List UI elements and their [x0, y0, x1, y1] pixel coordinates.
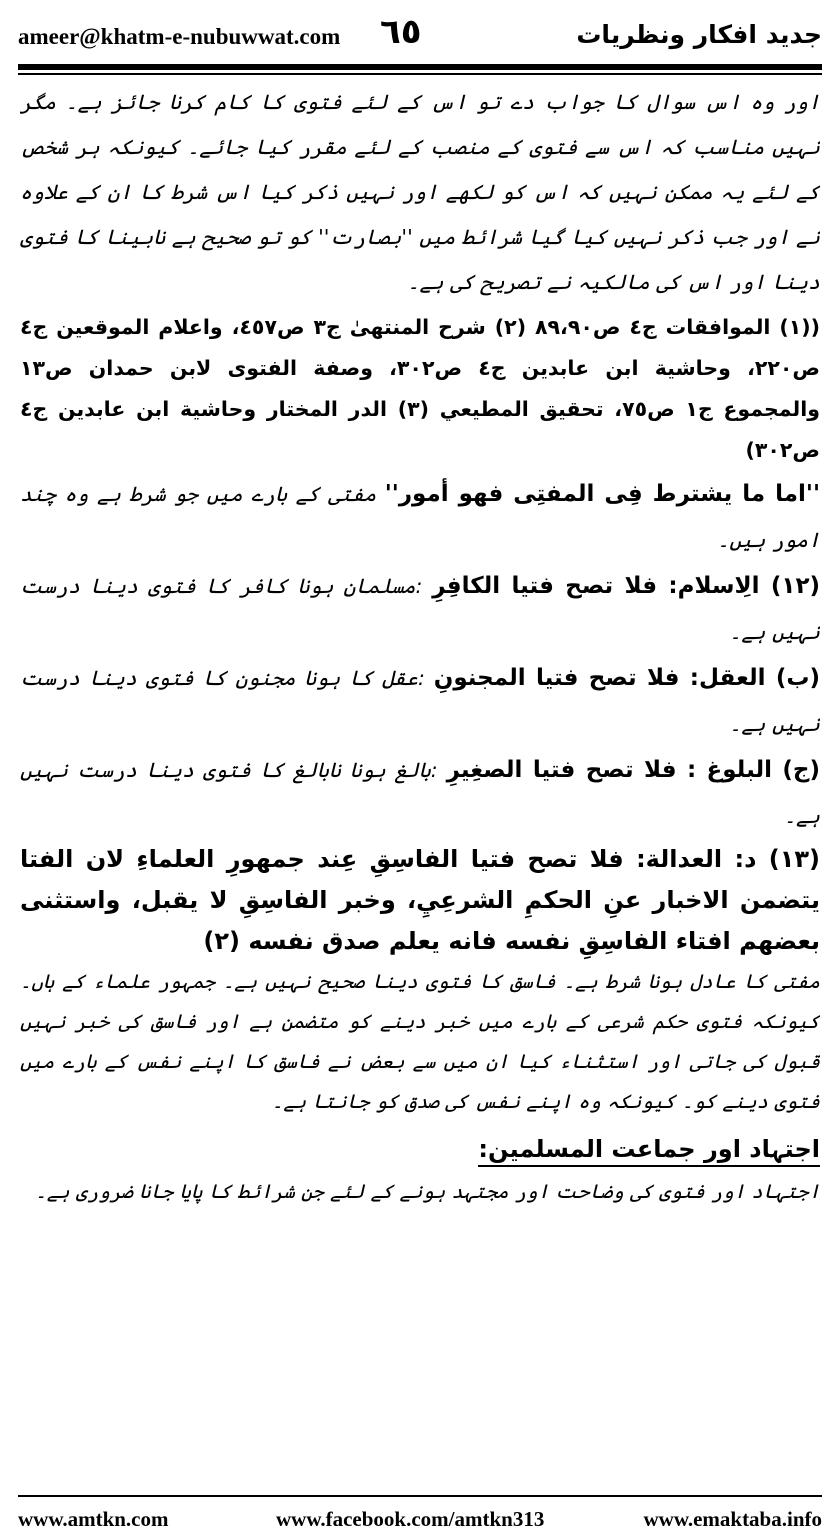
page-footer [18, 1505, 822, 1535]
quote-arabic: ''اما ما يشترط فِی المفتِی فهو أمور'' [384, 481, 820, 507]
section-heading [20, 1126, 820, 1172]
condition-aql-arabic: (ب) العقل: فلا تصح فتيا المجنونِ [433, 665, 820, 691]
header-rule-thin [18, 73, 822, 75]
header-email: ameer@khatm-e-nubuwwat.com [18, 24, 341, 49]
references-block: ((۱) الموافقات ج٤ ص٨٩،٩٠ (٢) شرح المنتهیٰ ج٣ ص٤٥٧، واعلام الموقعين ج٤ ص٢٢٠، وحاشية ابن عابدين ج٤ ص٣٠٢، وصفة الفتوى لابن حمدان ص١٣ والمجموع ج١ ص٧٥، تحقيق المطيعي (٣) الدر المختار وحاشية ابن عابدين ج٤ ص٣٠٢) [20, 315, 820, 462]
paragraph-basarat: اور وہ اس سوال کا جواب دے تو اس کے لئے فتوی کا کام کرنا جائز ہے۔ مگر نہیں مناسب کہ اس سے فتوی کے منصب کے لئے مقرر کیا جائے۔ کیونکہ ہر شخص کے لئے یہ ممکن نہیں کہ اس کو لکھے اور نہیں ذکر کیا اس شرط کا ان کے علاوہ نے اور جب ذکر نہیں کیا گیا شرائط میں ''بصارت'' کو تو صحیح ہے نابینا کا فتوی دینا اور اس کی مالکیہ نے تصریح کی ہے۔ [20, 90, 820, 294]
condition-bulugh-urdu: :بالغ ہونا نابالغ کا فتوی دینا درست نہیں ہے۔ [20, 758, 820, 828]
quote-paragraph [20, 471, 820, 563]
condition-islam-urdu: :مسلمان ہونا کافر کا فتوی دینا درست نہیں ہے۔ [20, 574, 820, 644]
quote-urdu: مفتی کے بارے میں جو شرط ہے وہ چند امور ہیں۔ [20, 482, 820, 552]
footer-rule [18, 1495, 822, 1497]
condition-islam [20, 563, 820, 655]
footer-link-amtkn[interactable]: www.amtkn.com [18, 1507, 169, 1531]
closing-line: اجتہاد اور فتوی کی وضاحت اور مجتہد ہونے کے لئے جن شرائط کا پایا جانا ضروری ہے۔ [35, 1180, 820, 1203]
condition-adalah-arabic: (١٣) د: العدالة: فلا تصح فتيا الفاسِقِ عِند جمهورِ العلماءِ لان الفتا يتضمن الاخبار عنِ الحكمِ الشرعِيِ، وخبر الفاسِقِ لا يقبل، واستثنى بعضهم افتاء الفاسِقِ نفسه فانه يعلم صدق نفسه (٢) [20, 845, 820, 955]
section-heading-text: اجتہاد اور جماعت المسلمین: [478, 1135, 820, 1167]
condition-bulugh [20, 747, 820, 839]
page-header [18, 10, 822, 64]
footer-link-facebook[interactable]: www.facebook.com/amtkn313 [276, 1507, 545, 1531]
condition-aql-urdu: :عقل کا ہونا مجنون کا فتوی دینا درست نہیں ہے۔ [20, 666, 820, 736]
header-rule-thick [18, 64, 822, 70]
running-title: جدید افکار ونظریات [576, 20, 822, 49]
condition-adalah-urdu: مفتی کا عادل ہونا شرط ہے۔ فاسق کا فتوی دینا صحیح نہیں ہے۔ جمہور علماء کے ہاں۔ کیونکہ فتوی حکم شرعی کے بارے میں خبر دینے کو متضمن ہے اور فاسق کی خبر نہیں قبول کی جاتی اور استثناء کیا ان میں سے بعض نے فاسق کا اپنے نفس کے بارے میں فتوی دینے کو۔ کیونکہ وہ اپنے نفس کی صدق کو جانتا ہے۔ [20, 970, 820, 1113]
footer-link-emaktaba[interactable]: www.emaktaba.info [643, 1507, 822, 1531]
condition-bulugh-arabic: (ج) البلوغ : فلا تصح فتيا الصغِيرِ [446, 757, 820, 783]
page-body [20, 80, 820, 1485]
condition-aql [20, 655, 820, 747]
page-number: ٦٥ [380, 12, 422, 52]
condition-islam-arabic: (١٢) الِاسلام: فلا تصح فتيا الكافِرِ [432, 573, 820, 599]
